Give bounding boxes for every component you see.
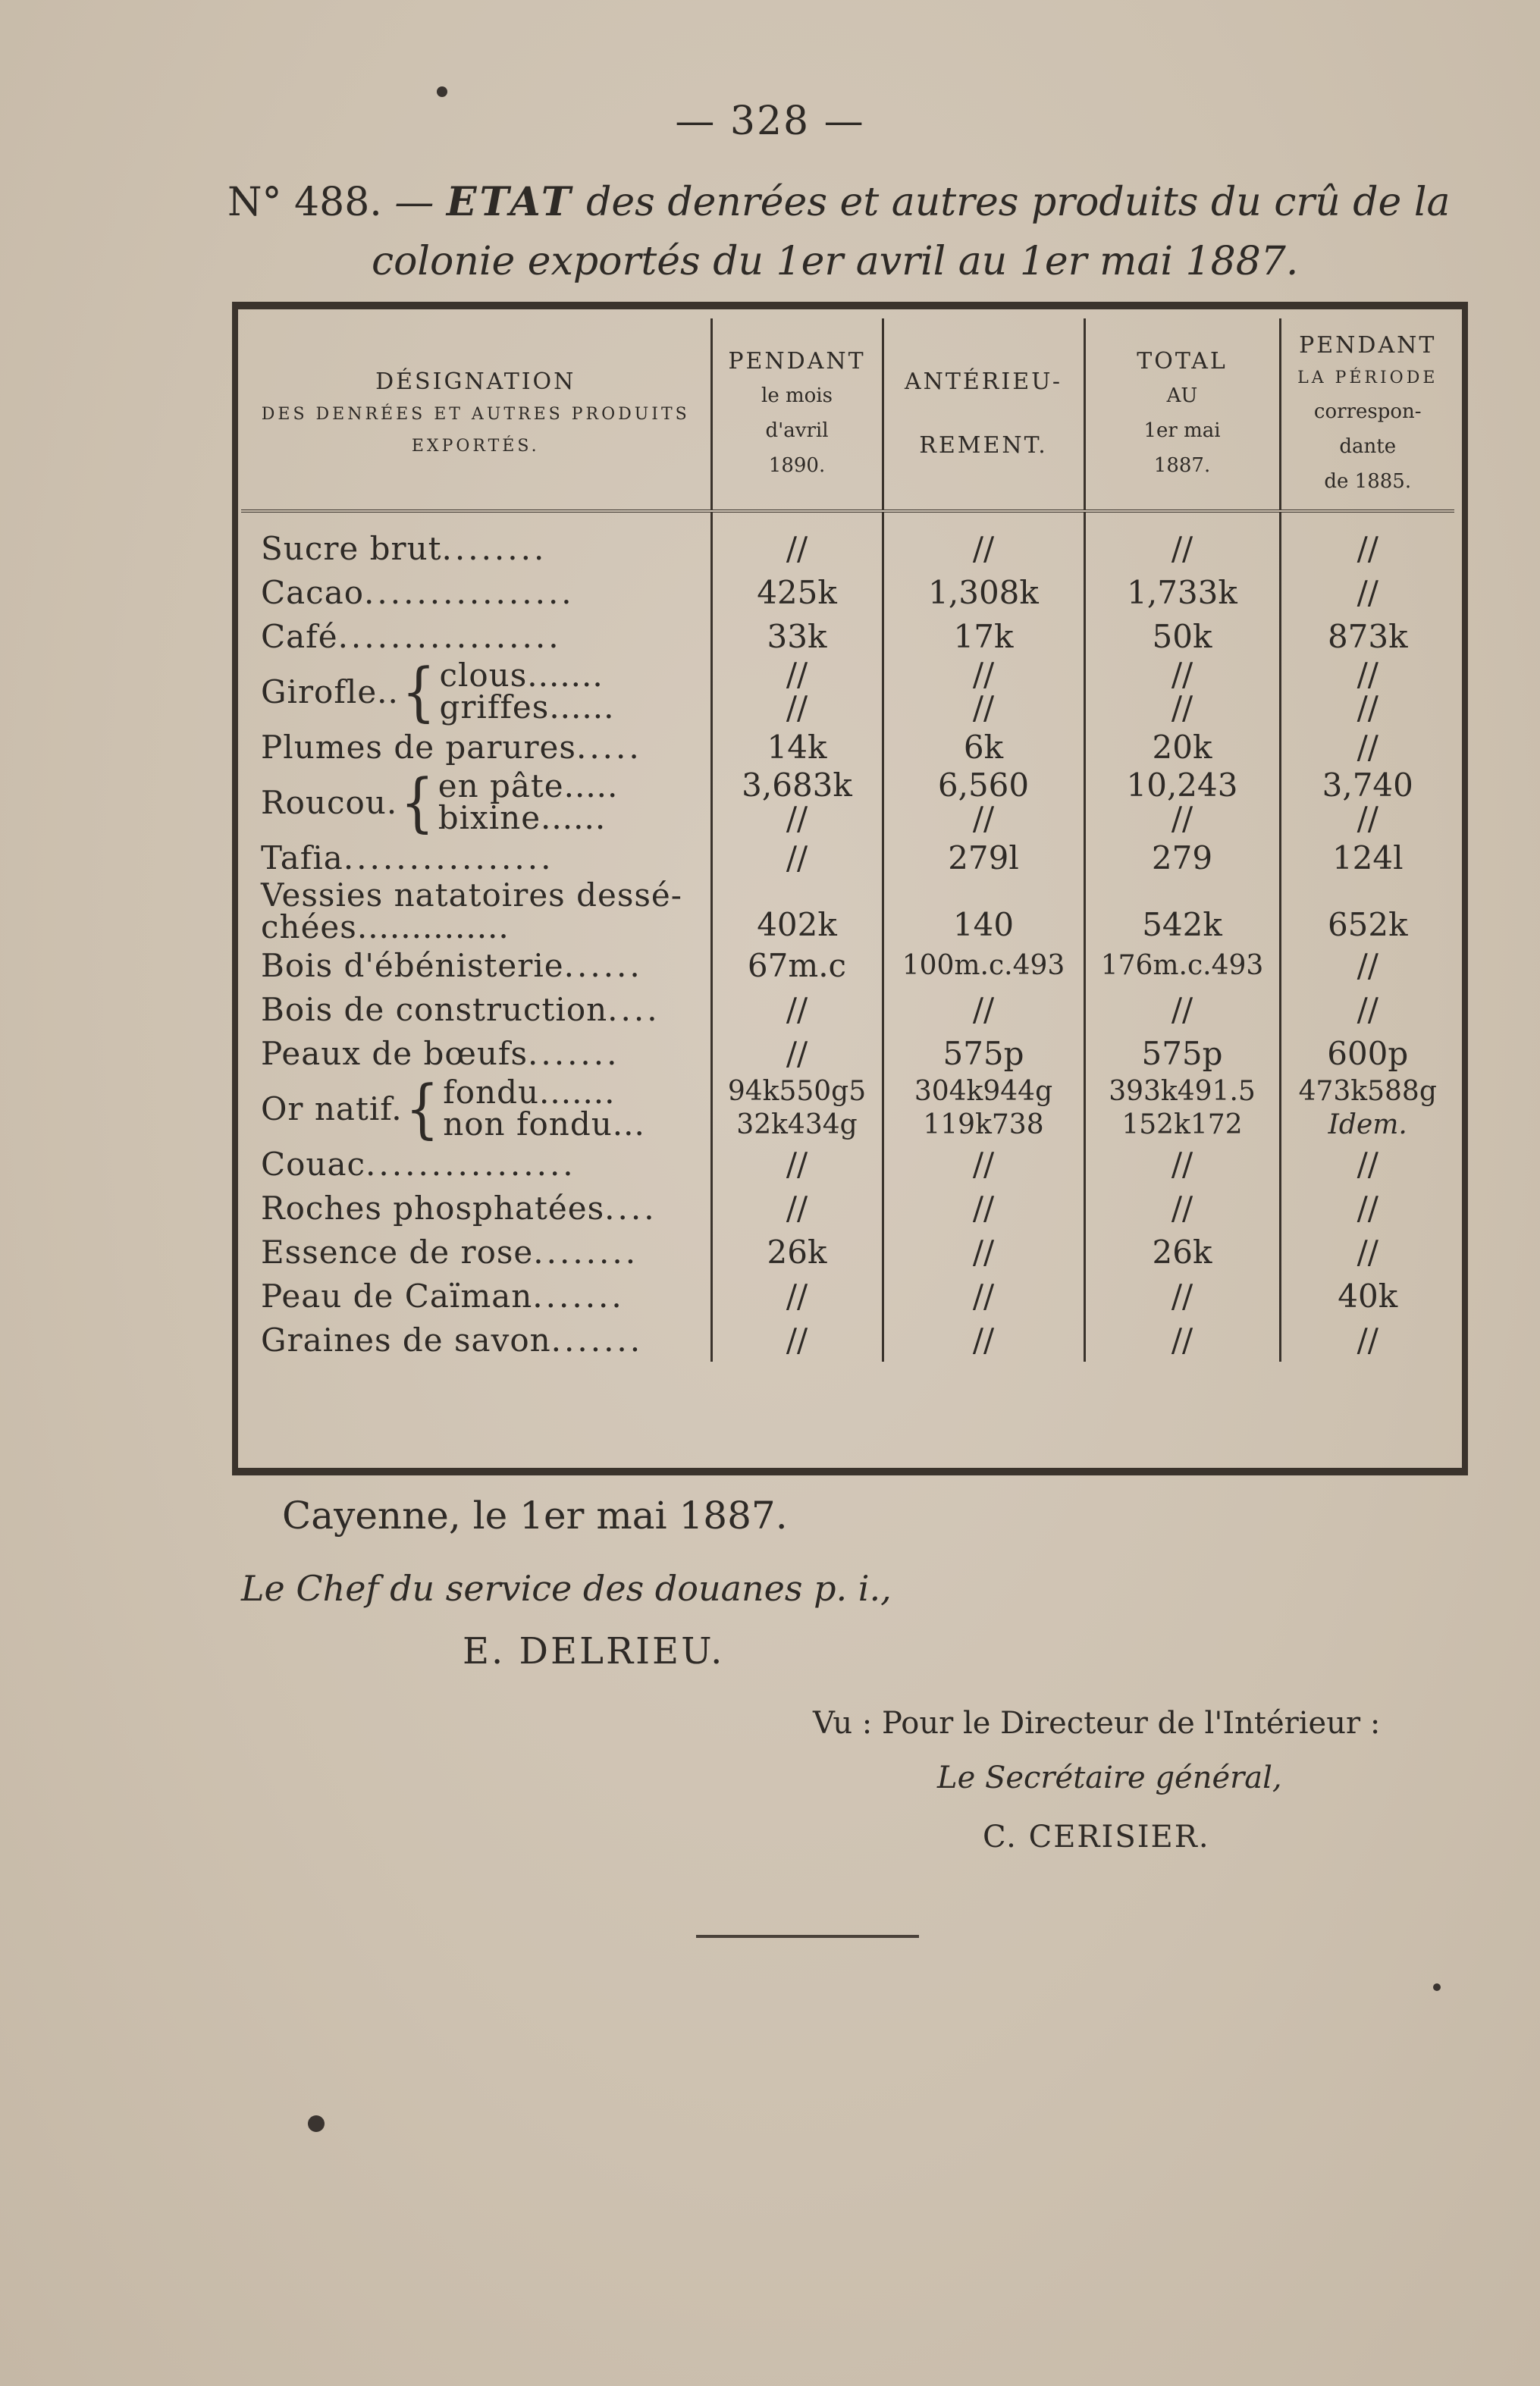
cell-total: 50k	[1084, 614, 1280, 658]
cell-periode: 873k	[1327, 617, 1408, 655]
row-label: Bois de construction....	[241, 987, 711, 1031]
page-number: — 328 —	[675, 99, 865, 144]
secretaire-line: Le Secrétaire général,	[937, 1760, 1282, 1795]
cell-pendant: // //	[711, 658, 883, 725]
cell-periode: 40k	[1338, 1277, 1398, 1315]
cell-periode: //	[1357, 1233, 1378, 1271]
row-label: Girofle..{ clous....... griffes......	[241, 658, 711, 725]
table-row	[241, 879, 1454, 943]
row-label: Roucou.{ en pâte..... bixine......	[241, 769, 711, 836]
cell-anterieur: //	[883, 1318, 1084, 1362]
cell-pendant: 14k	[711, 725, 883, 769]
cell-pendant: 94k550g5 32k434g	[711, 1075, 883, 1142]
cell-total: 176m.c.493	[1084, 943, 1280, 987]
cell-periode: 3,740 //	[1322, 767, 1413, 837]
cell-total: 393k491.5 152k172	[1084, 1075, 1280, 1142]
cell-pendant: //	[711, 1031, 883, 1075]
cell-periode: // //	[1357, 656, 1378, 726]
cell-anterieur: 6k	[883, 725, 1084, 769]
cell-anterieur: //	[883, 987, 1084, 1031]
closing-rule	[696, 1935, 919, 1938]
cell-pendant: //	[711, 511, 883, 570]
header-anterieurement: ANTÉRIEU- REMENT.	[883, 318, 1084, 511]
exports-table	[241, 318, 1454, 1362]
cell-periode: //	[1357, 529, 1378, 567]
table-row	[241, 1186, 1454, 1230]
table-row	[241, 836, 1454, 879]
cell-anterieur: //	[883, 1274, 1084, 1318]
cell-anterieur: 17k	[883, 614, 1084, 658]
cell-pendant: 3,683k //	[711, 769, 883, 836]
row-label: Peau de Caïman.......	[241, 1274, 711, 1318]
row-label: Vessies natatoires dessé- chées..............	[241, 879, 711, 943]
cell-pendant: //	[711, 1142, 883, 1186]
table-row	[241, 614, 1454, 658]
row-label: Cacao................	[241, 570, 711, 614]
table-row	[241, 987, 1454, 1031]
cell-total: 279	[1084, 836, 1280, 879]
cell-anterieur: //	[883, 1142, 1084, 1186]
cell-pendant: //	[711, 1186, 883, 1230]
table-row	[241, 1142, 1454, 1186]
cell-pendant: //	[711, 1318, 883, 1362]
cell-periode: //	[1357, 1189, 1378, 1227]
row-label: Tafia................	[241, 836, 711, 879]
cell-pendant: //	[711, 1274, 883, 1318]
cell-total: 542k	[1084, 879, 1280, 943]
cell-periode: 124l	[1331, 839, 1404, 876]
table-row	[241, 1274, 1454, 1318]
cell-total: //	[1084, 511, 1280, 570]
cell-anterieur: 304k944g 119k738	[883, 1075, 1084, 1142]
cell-pendant: 33k	[711, 614, 883, 658]
row-label: Or natif.{ fondu....... non fondu...	[241, 1075, 711, 1142]
heading-dash: —	[394, 180, 434, 225]
cell-anterieur: 1,308k	[883, 570, 1084, 614]
row-label: Café.................	[241, 614, 711, 658]
table-row	[241, 1230, 1454, 1274]
header-designation: DÉSIGNATION DES DENRÉES ET AUTRES PRODUITS EXPORTÉS.	[241, 318, 711, 511]
cell-total: 575p	[1084, 1031, 1280, 1075]
cell-total: //	[1084, 1318, 1280, 1362]
cell-total: //	[1084, 987, 1280, 1031]
row-label: Essence de rose........	[241, 1230, 711, 1274]
row-label: Roches phosphatées....	[241, 1186, 711, 1230]
cell-periode: 473k588g Idem.	[1298, 1076, 1437, 1140]
cell-anterieur: 100m.c.493	[883, 943, 1084, 987]
row-label: Bois d'ébénisterie......	[241, 943, 711, 987]
table-row	[241, 1075, 1454, 1142]
cell-periode: 600p	[1327, 1034, 1409, 1072]
cell-periode: //	[1357, 1321, 1378, 1359]
cell-periode: //	[1357, 573, 1378, 611]
table-row	[241, 1318, 1454, 1362]
cell-pendant: 67m.c	[711, 943, 883, 987]
ink-spot	[1433, 1983, 1441, 1991]
cell-total: //	[1084, 1142, 1280, 1186]
table-row	[241, 511, 1454, 570]
table-header-row	[241, 318, 1454, 511]
signature-delrieu: E. DELRIEU.	[463, 1630, 725, 1673]
document-heading	[227, 173, 1471, 291]
table-row	[241, 769, 1454, 836]
vu-line: Vu : Pour le Directeur de l'Intérieur :	[813, 1706, 1381, 1741]
cell-anterieur: //	[883, 1230, 1084, 1274]
cell-pendant: 26k	[711, 1230, 883, 1274]
cell-total: //	[1084, 1274, 1280, 1318]
row-label: Graines de savon.......	[241, 1318, 711, 1362]
cell-periode: 652k	[1327, 906, 1408, 943]
cell-anterieur: 279l	[883, 836, 1084, 879]
ink-spot	[308, 2115, 325, 2132]
cell-pendant: //	[711, 987, 883, 1031]
cell-anterieur: 575p	[883, 1031, 1084, 1075]
heading-number: N° 488.	[227, 180, 382, 225]
cell-anterieur: //	[883, 1186, 1084, 1230]
table-row	[241, 658, 1454, 725]
heading-line1: des denrées et autres produits du crû de la	[586, 180, 1451, 225]
cell-anterieur: 140	[883, 879, 1084, 943]
place-date: Cayenne, le 1er mai 1887.	[282, 1494, 788, 1538]
row-label: Plumes de parures.....	[241, 725, 711, 769]
row-label: Sucre brut........	[241, 511, 711, 570]
cell-anterieur: //	[883, 511, 1084, 570]
cell-periode: //	[1357, 1145, 1378, 1183]
cell-total: //	[1084, 1186, 1280, 1230]
cell-periode: //	[1357, 990, 1378, 1028]
row-label: Couac................	[241, 1142, 711, 1186]
table-row	[241, 725, 1454, 769]
cell-pendant: 402k	[711, 879, 883, 943]
cell-periode: //	[1357, 946, 1378, 984]
heading-line2: colonie exportés du 1er avril au 1er mai 1887.	[372, 239, 1299, 284]
chef-title: Le Chef du service des douanes p. i.,	[241, 1568, 892, 1609]
table-row	[241, 570, 1454, 614]
header-periode: PENDANT LA PÉRIODE correspon- dante de 1885.	[1280, 318, 1454, 511]
cell-pendant: //	[711, 836, 883, 879]
cell-periode: //	[1357, 728, 1378, 766]
cell-pendant: 425k	[711, 570, 883, 614]
signature-cerisier: C. CERISIER.	[983, 1820, 1210, 1855]
ink-spot	[437, 86, 447, 97]
cell-total: 26k	[1084, 1230, 1280, 1274]
cell-total: // //	[1084, 658, 1280, 725]
header-pendant: PENDANT le mois d'avril 1890.	[711, 318, 883, 511]
header-total: TOTAL AU 1er mai 1887.	[1084, 318, 1280, 511]
cell-anterieur: // //	[883, 658, 1084, 725]
cell-total: 10,243 //	[1084, 769, 1280, 836]
cell-anterieur: 6,560 //	[883, 769, 1084, 836]
cell-total: 20k	[1084, 725, 1280, 769]
table-row	[241, 1031, 1454, 1075]
cell-total: 1,733k	[1084, 570, 1280, 614]
row-label: Peaux de bœufs.......	[241, 1031, 711, 1075]
heading-etat: ETAT	[446, 179, 574, 225]
table-row	[241, 943, 1454, 987]
